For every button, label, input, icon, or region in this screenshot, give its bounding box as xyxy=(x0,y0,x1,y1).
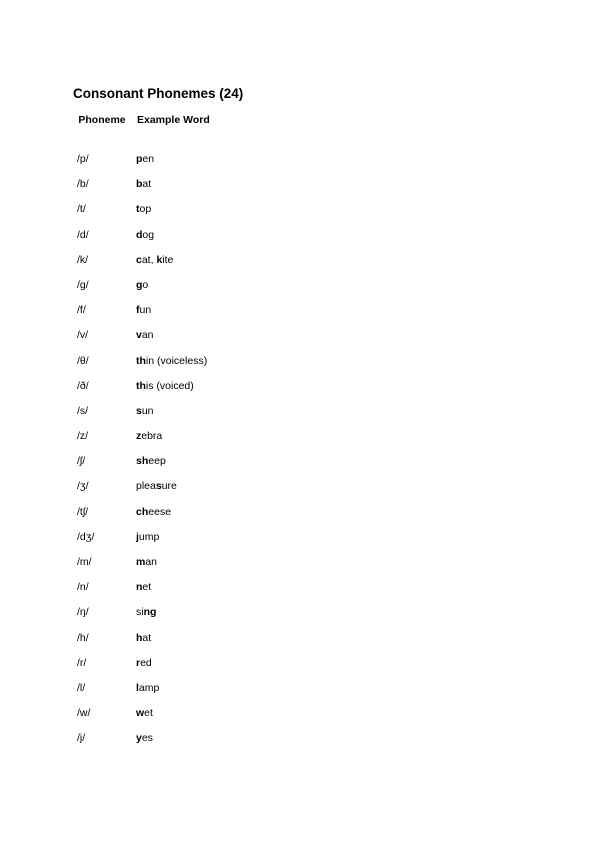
phoneme-symbol: /h/ xyxy=(77,631,89,644)
table-row xyxy=(0,506,600,531)
example-word xyxy=(136,203,151,215)
page-title: Consonant Phonemes (24) xyxy=(73,86,244,101)
phoneme-symbol: /l/ xyxy=(77,681,86,694)
highlighted-letters: v xyxy=(136,329,142,342)
phoneme-symbol: /n/ xyxy=(77,581,89,594)
phoneme-symbol: /t/ xyxy=(77,203,86,216)
example-word xyxy=(136,430,162,442)
example-word xyxy=(136,707,153,719)
phoneme-symbol: /dʒ/ xyxy=(77,530,95,543)
word-text: es xyxy=(141,732,153,745)
phoneme-symbol: /k/ xyxy=(77,253,89,266)
highlighted-letters: s xyxy=(155,480,162,493)
example-word xyxy=(136,279,148,291)
phoneme-symbol: /b/ xyxy=(77,178,89,191)
example-word xyxy=(136,682,159,694)
example-word xyxy=(136,329,154,341)
highlighted-letters: l xyxy=(136,681,139,694)
highlighted-letters: s xyxy=(136,404,142,417)
phoneme-symbol: /d/ xyxy=(77,228,89,241)
highlighted-letters: d xyxy=(136,228,143,241)
table-row xyxy=(0,531,600,556)
highlighted-letters: m xyxy=(136,556,146,568)
word-text: eep xyxy=(148,455,166,468)
highlighted-letters: f xyxy=(136,304,140,317)
phoneme-symbol: /ʃ/ xyxy=(77,455,86,468)
table-row xyxy=(0,279,600,304)
example-word xyxy=(136,178,151,190)
table-row xyxy=(0,455,600,480)
phoneme-symbol: /m/ xyxy=(77,556,92,568)
table-row xyxy=(0,430,600,455)
example-word xyxy=(136,657,152,669)
highlighted-letters: r xyxy=(136,656,141,669)
word-text: op xyxy=(139,203,152,216)
highlighted-letters: w xyxy=(136,707,145,720)
table-row xyxy=(0,203,600,228)
word-text: ebra xyxy=(141,430,163,443)
word-text: og xyxy=(142,228,155,241)
example-word xyxy=(136,304,151,316)
example-word xyxy=(136,153,154,165)
table-row xyxy=(0,153,600,178)
highlighted-letters: th xyxy=(136,379,146,392)
phoneme-symbol: /r/ xyxy=(77,656,87,669)
table-row xyxy=(0,355,600,380)
example-word xyxy=(136,405,154,417)
example-word xyxy=(136,480,177,492)
word-text: si xyxy=(136,606,144,619)
phoneme-symbol: /s/ xyxy=(77,404,89,417)
table-row xyxy=(0,657,600,682)
phoneme-symbol: /p/ xyxy=(77,153,89,165)
word-text: ed xyxy=(140,656,152,669)
example-word xyxy=(136,606,156,618)
word-text: plea xyxy=(136,480,156,493)
highlighted-letters: k xyxy=(156,253,163,266)
word-text: et xyxy=(142,581,152,594)
phoneme-symbol: /tʃ/ xyxy=(77,505,89,518)
word-text: et xyxy=(144,707,153,720)
phoneme-symbol: /ð/ xyxy=(77,379,89,392)
word-text: ite xyxy=(162,253,174,266)
highlighted-letters: ng xyxy=(143,606,157,619)
phoneme-symbol: /z/ xyxy=(77,430,89,443)
highlighted-letters: g xyxy=(136,278,143,291)
table-row xyxy=(0,480,600,505)
table-row xyxy=(0,254,600,279)
example-word xyxy=(136,531,159,543)
word-text: is (voiced) xyxy=(145,379,194,392)
column-header-example-word: Example Word xyxy=(137,114,210,126)
table-row xyxy=(0,229,600,254)
phoneme-symbol: /ʒ/ xyxy=(77,480,89,493)
table-row xyxy=(0,606,600,631)
phoneme-symbol: /g/ xyxy=(77,278,89,291)
table-row xyxy=(0,380,600,405)
table-row xyxy=(0,329,600,354)
highlighted-letters: h xyxy=(136,631,143,644)
highlighted-letters: j xyxy=(136,530,139,543)
word-text: amp xyxy=(138,681,160,694)
highlighted-letters: z xyxy=(136,430,142,443)
table-row xyxy=(0,581,600,606)
highlighted-letters: ch xyxy=(136,505,149,518)
highlighted-letters: b xyxy=(136,178,143,191)
table-row xyxy=(0,556,600,581)
word-text: at, xyxy=(141,253,157,266)
word-text: o xyxy=(142,278,149,291)
example-word xyxy=(136,556,157,568)
table-row xyxy=(0,405,600,430)
example-word xyxy=(136,732,153,744)
word-text: in (voiceless) xyxy=(145,354,208,367)
example-word xyxy=(136,581,151,593)
highlighted-letters: p xyxy=(136,153,143,165)
table-row xyxy=(0,707,600,732)
table-row xyxy=(0,682,600,707)
word-text: un xyxy=(141,404,154,417)
phoneme-symbol: /ŋ/ xyxy=(77,606,89,619)
phoneme-table xyxy=(0,153,600,758)
word-text: en xyxy=(142,153,155,165)
table-row xyxy=(0,304,600,329)
phoneme-symbol: /v/ xyxy=(77,329,89,342)
word-text: ump xyxy=(138,530,160,543)
highlighted-letters: th xyxy=(136,354,146,367)
phoneme-symbol: /f/ xyxy=(77,304,86,317)
word-text: ure xyxy=(161,480,177,493)
example-word xyxy=(136,506,171,518)
column-header-phoneme: Phoneme xyxy=(78,114,126,126)
phoneme-symbol: /w/ xyxy=(77,707,91,720)
highlighted-letters: y xyxy=(136,732,142,745)
highlighted-letters: c xyxy=(136,253,142,266)
word-text: un xyxy=(139,304,152,317)
word-text: eese xyxy=(148,505,172,518)
phoneme-symbol: /θ/ xyxy=(77,354,89,367)
word-text: an xyxy=(141,329,154,342)
highlighted-letters: t xyxy=(136,203,140,216)
word-text: an xyxy=(145,556,158,568)
example-word xyxy=(136,455,166,467)
word-text: at xyxy=(142,631,152,644)
example-word xyxy=(136,632,151,644)
example-word xyxy=(136,355,207,367)
example-word xyxy=(136,229,154,241)
highlighted-letters: n xyxy=(136,581,143,594)
example-word xyxy=(136,380,194,392)
example-word xyxy=(136,254,173,266)
phoneme-symbol: /j/ xyxy=(77,732,86,745)
highlighted-letters: sh xyxy=(136,455,149,468)
table-row xyxy=(0,178,600,203)
table-row xyxy=(0,732,600,757)
table-row xyxy=(0,632,600,657)
word-text: at xyxy=(142,178,152,191)
